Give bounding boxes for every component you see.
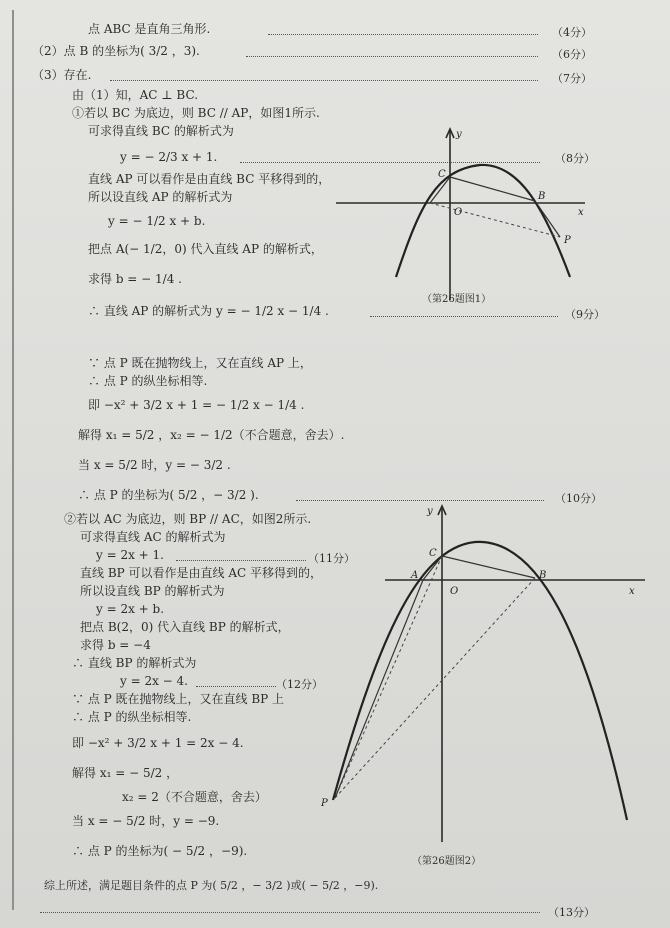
text-line: 可求得直线 BC 的解析式为 [88,124,234,138]
math-line: 即 −x² + 3/2 x + 1 = 2x − 4. [72,736,244,750]
math-line: y = − 1/2 x + b. [108,214,206,228]
axis-label-y: y [427,506,433,517]
point-label-o: O [450,586,459,597]
segment-bp [535,201,560,237]
text-line: ∴ 点 P 的纵坐标相等. [88,374,208,388]
leader-dots [110,80,538,81]
figure-1 [330,125,590,305]
text-line: ∴ 点 P 的坐标为( 5/2 ，− 3/2 ). [78,488,259,502]
text-line: x₂ = 2（不合题意，舍去） [122,790,267,804]
segment-ac [423,556,442,580]
text-line: 解得 x₁ = 5/2 ，x₂ = − 1/2（不合题意，舍去）. [78,428,345,442]
point-label-a: A [411,570,419,581]
math-line: y = 2x + 1. [96,548,164,562]
leader-dots [268,34,538,35]
score-mark: （8分） [555,152,595,165]
point-label-p: P [564,235,571,246]
text-line: ∵ 点 P 既在抛物线上，又在直线 BP 上 [72,692,285,706]
text-line: 点 ABC 是直角三角形. [88,22,211,36]
leader-dots [176,560,306,561]
text-line: 求得 b = −4 [80,638,151,652]
text-line: 求得 b = − 1/4 . [88,272,182,286]
score-mark: （9分） [565,308,605,321]
text-line: ∴ 点 P 的纵坐标相等. [72,710,192,724]
point-label-c: C [429,548,437,559]
text-line: 当 x = − 5/2 时，y = −9. [72,814,220,828]
math-line: 即 −x² + 3/2 x + 1 = − 1/2 x − 1/4 . [88,398,305,412]
leader-dots [196,686,276,687]
score-mark: （7分） [552,72,592,85]
text-line: ∵ 点 P 既在抛物线上，又在直线 AP 上， [88,356,312,370]
text-line: ∴ 直线 BP 的解析式为 [72,656,197,670]
text-line: ②若以 AC 为底边，则 BP // AC，如图2所示. [64,512,312,526]
left-margin-line [12,10,14,910]
point-label-c: C [438,169,446,180]
figure-2 [315,500,650,850]
leader-dots [246,56,538,57]
text-line: ∴ 点 P 的坐标为( − 5/2 ，−9). [72,844,248,858]
text-line: 由（1）知，AC ⊥ BC. [72,88,199,102]
text-line: ∴ 直线 AP 的解析式为 y = − 1/2 x − 1/4 . [88,304,329,318]
figure-2-caption: （第26题图2） [412,856,482,867]
segment-cp [335,556,442,798]
point-label-b: B [538,191,546,202]
conclusion-line: 综上所述，满足题目条件的点 P 为( 5/2 ，− 3/2 )或( − 5/2 ，−9). [44,879,379,892]
point-label-o: O [454,207,463,218]
score-mark: （10分） [555,492,602,505]
score-mark: （13分） [548,906,595,919]
parabola-curve [396,165,570,277]
score-mark: （12分） [276,678,323,691]
axis-label-x: x [578,207,584,218]
text-line: 把点 A(− 1/2，0) 代入直线 AP 的解析式， [88,242,323,256]
text-line: 当 x = 5/2 时，y = − 3/2 . [78,458,231,472]
text-line: 直线 AP 可以看作是由直线 BC 平移得到的， [88,172,331,186]
text-line: 把点 B(2，0) 代入直线 BP 的解析式， [80,620,290,634]
segment-ac [430,177,450,203]
text-line: 所以设直线 BP 的解析式为 [80,584,225,598]
text-line: 可求得直线 AC 的解析式为 [80,530,226,544]
axis-label-y: y [456,129,462,140]
math-line: y = 2x + b. [96,602,165,616]
leader-dots [40,912,540,913]
text-line: （3）存在. [32,68,92,82]
score-mark: （11分） [308,552,355,565]
text-line: ①若以 BC 为底边，则 BC // AP，如图1所示. [72,106,320,120]
point-label-b: B [539,570,547,581]
segment-ap [335,580,423,798]
axis-label-x: x [629,586,635,597]
text-line: 所以设直线 AP 的解析式为 [88,190,233,204]
score-mark: （6分） [552,48,592,61]
math-line: y = − 2/3 x + 1. [120,150,218,164]
parabola-curve [333,542,627,820]
point-label-p: P [321,798,328,809]
math-line: y = 2x − 4. [120,674,188,688]
text-line: （2）点 B 的坐标为( 3/2 ，3). [32,44,200,58]
score-mark: （4分） [552,26,592,39]
segment-bp [335,578,535,798]
text-line: 解得 x₁ = − 5/2 ， [72,766,179,780]
leader-dots [370,316,558,317]
text-line: 直线 BP 可以看作是由直线 AC 平移得到的， [80,566,322,580]
segment-cb [450,177,535,201]
figure-1-caption: （第26题图1） [422,294,492,305]
